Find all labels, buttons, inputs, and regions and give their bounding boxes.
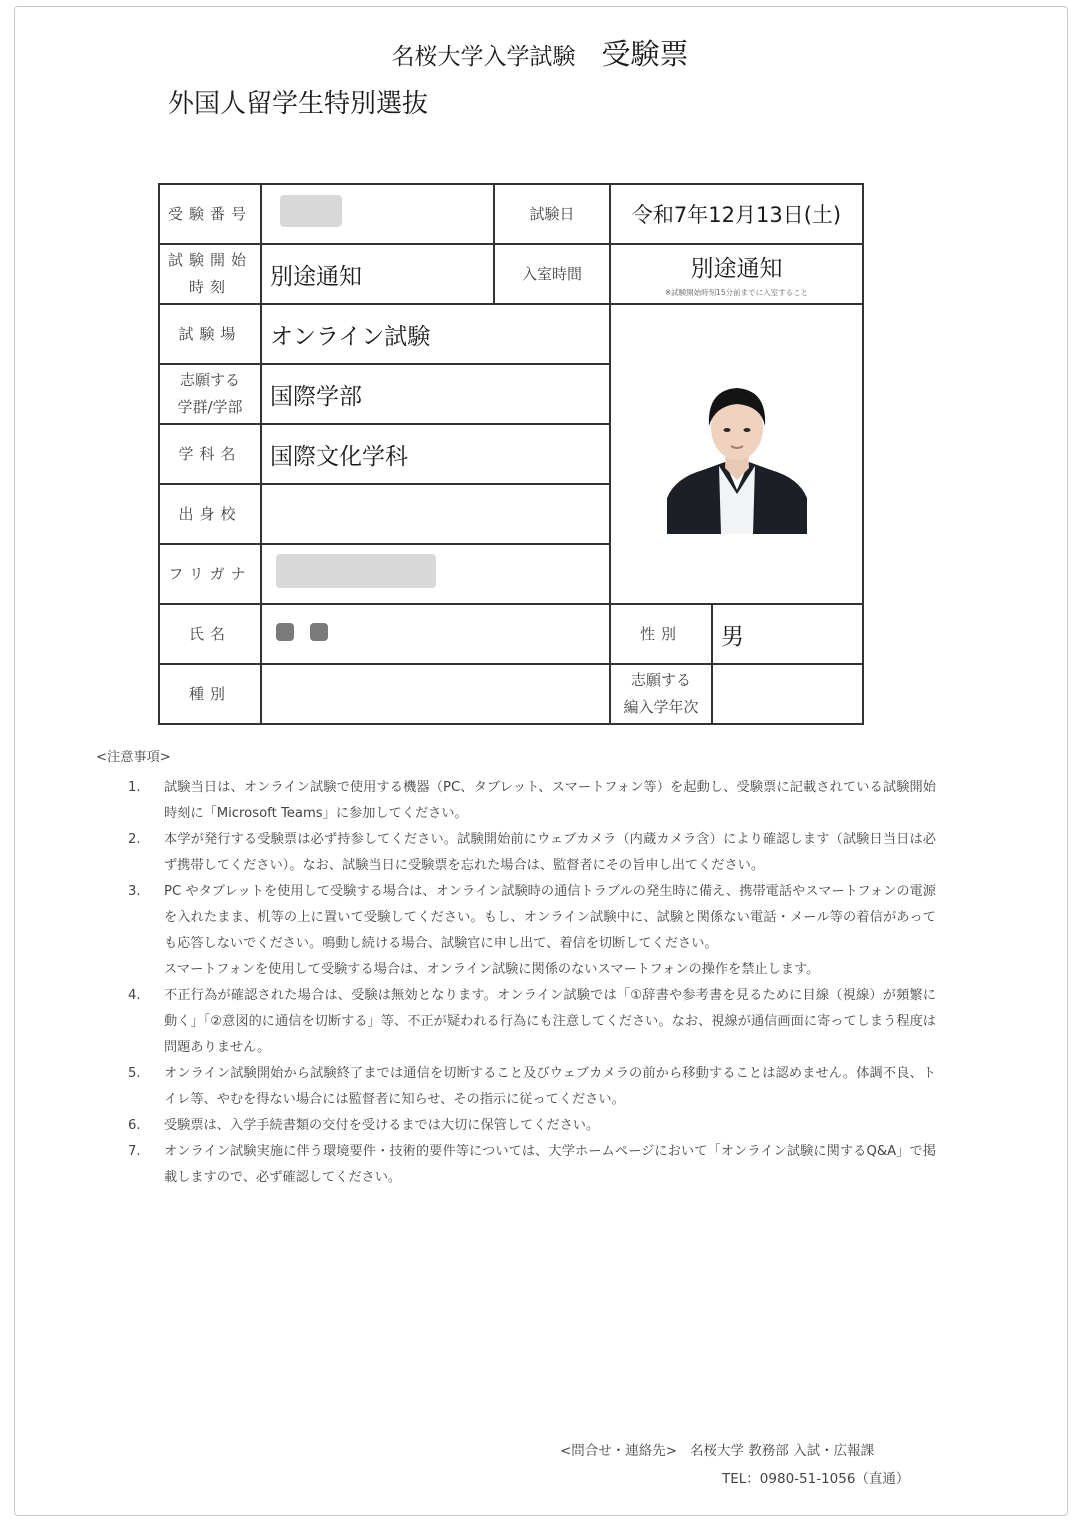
note-item: 4. 不正行為が確認された場合は、受験は無効となります。オンライン試験では「①辞書や参考書を見るために目線（視線）が頻繁に動く」「②意図的に通信を切断する」等、不正が疑われる行為にも注意してください。なお、視線が通信画面に寄ってしまう程度は問題ありません。 [128,988,936,1055]
value-exam-date: 令和7年12月13日(土) [610,184,863,244]
redacted-furigana [276,554,436,588]
exam-info-table [158,183,864,725]
value-entry-time [610,244,863,304]
label-furigana: フリガナ [159,544,261,604]
row-name [159,604,863,664]
value-school [261,484,610,544]
contact-label: <問合せ・連絡先> [560,1443,678,1459]
label-entry-time: 入室時間 [494,244,610,304]
value-venue: オンライン試験 [261,304,610,364]
note-item: 1. 試験当日は、オンライン試験で使用する機器（PC、タブレット、スマートフォン等）を起動し、受験票に記載されている試験開始時刻に「Microsoft Teams」に参加してください。 [128,780,936,821]
title-main: 名桜大学入学試験 [391,44,576,70]
title-suffix: 受験票 [601,37,689,71]
value-exam-number [261,184,494,244]
row-exam-number [159,184,863,244]
applicant-photo [667,370,807,534]
label-school: 出身校 [159,484,261,544]
redacted-name-2 [310,623,328,641]
value-type [261,664,610,724]
contact-tel: TEL：0980-51-1056（直通） [722,1471,910,1487]
row-start-time [159,244,863,304]
label-exam-date: 試験日 [494,184,610,244]
note-item: 7. オンライン試験実施に伴う環境要件・技術的要件等については、大学ホームページにおいて「オンライン試験に関するQ&A」で掲載しますので、必ず確認してください。 [128,1144,936,1185]
label-venue: 試験場 [159,304,261,364]
value-start-time: 別途通知 [261,244,494,304]
label-faculty: 志願する 学群/学部 [159,364,261,424]
label-type: 種別 [159,664,261,724]
redacted-name-1 [276,623,294,641]
entry-time-note: ※試験開始時刻15分前までに入室すること [664,288,809,297]
value-faculty: 国際学部 [261,364,610,424]
note-item: 3. PC やタブレットを使用して受験する場合は、オンライン試験時の通信トラブルの発生時に備え、携帯電話やスマートフォンの電源を入れたまま、机等の上に置いて受験してください。もし、オンライン試験中に、試験と関係ない電話・メール等の着信があっても応答しないでください。鳴動し続ける場合、試験官に申し出て、着信を切断してください。 スマートフォンを使用して受験する場合は、オンライン試験に関係のないスマートフォンの操作を禁止します。 [128,884,936,977]
value-department: 国際文化学科 [261,424,610,484]
row-venue [159,304,863,364]
note-item: 6. 受験票は、入学手続書類の交付を受けるまでは大切に保管してください。 [128,1118,600,1133]
label-start-time: 試験開始 時刻 [159,244,261,304]
notes-heading: <注意事項> [96,750,171,765]
entry-time-text: 別途通知 [690,256,783,282]
photo-cell [610,304,863,604]
value-furigana [261,544,610,604]
label-exam-number: 受験番号 [159,184,261,244]
label-department: 学科名 [159,424,261,484]
value-name [261,604,610,664]
row-type [159,664,863,724]
document-subtitle: 外国人留学生特別選抜 [168,89,429,119]
note-item: 2. 本学が発行する受験票は必ず持参してください。試験開始前にウェブカメラ（内蔵カメラ含）により確認します（試験日当日は必ず携帯してください）。なお、試験当日に受験票を忘れた場合は、監督者にその旨申し出てください。 [128,832,936,873]
label-gender: 性別 [610,604,712,664]
value-year [712,664,863,724]
label-name: 氏名 [159,604,261,664]
notes-section [96,745,936,1191]
contact-org: 名桜大学 教務部 入試・広報課 [690,1443,875,1459]
redacted-exam-number [280,195,342,227]
contact-info [560,1437,909,1493]
value-gender: 男 [712,604,863,664]
label-year: 志願する 編入学年次 [610,664,712,724]
document-title [0,32,1080,73]
note-item: 5. オンライン試験開始から試験終了までは通信を切断すること及びウェブカメラの前から移動することは認めません。体調不良、トイレ等、やむを得ない場合には監督者に知らせ、その指示に従ってください。 [128,1066,936,1107]
